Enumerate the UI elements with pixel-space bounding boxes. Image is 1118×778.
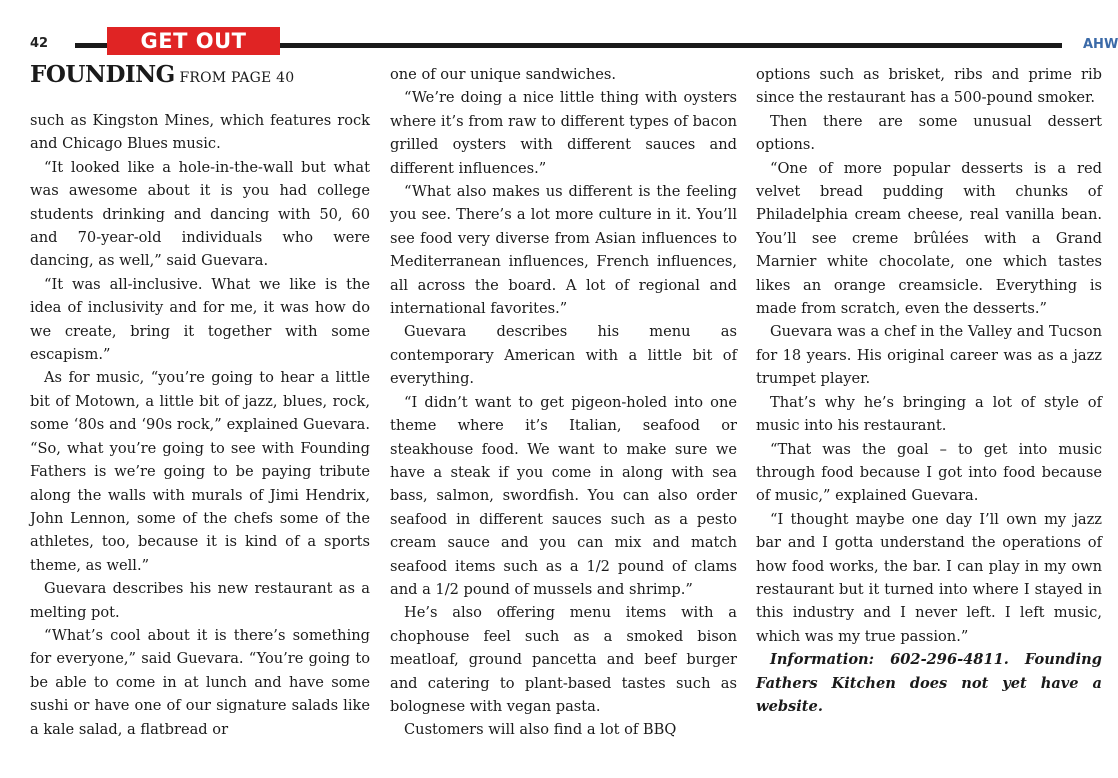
page-header bbox=[0, 0, 1118, 60]
paragraph: “I didn’t want to get pigeon-holed into one theme where it’s Italian, seafood or steakhouse food. We want to make sure we have a steak if you come in along with sea bass, salmon, swordfish. You can also order seafood in different sauces such as a pesto cream sauce and you can mix and match seafood items such as a 1/2 pound of clams and a 1/2 pound of mussels and shrimp.” bbox=[390, 393, 737, 598]
article-column-2 bbox=[390, 63, 737, 742]
header-rule-right bbox=[280, 43, 1062, 48]
section-label: GET OUT bbox=[107, 27, 280, 55]
paragraph: “That was the goal – to get into music through food because I got into food because of music,” explained Guevara. bbox=[756, 440, 1102, 505]
paragraph: Guevara describes his menu as contemporary American with a little bit of everything. bbox=[390, 323, 737, 388]
paragraph: “I thought maybe one day I’ll own my jazz bar and I gotta understand the operations of how food works, the bar. I can play in my own restaurant but it turned into where I stayed in this industry and I never left. I left music, which was my true passion.” bbox=[756, 510, 1102, 645]
paragraph: such as Kingston Mines, which features rock and Chicago Blues music. bbox=[30, 112, 370, 153]
paragraph: “What’s cool about it is there’s something for everyone,” said Guevara. “You’re going to be able to come in at lunch and have some sushi or have one of our signature salads like a kale salad, a flatbread or bbox=[30, 626, 370, 738]
paragraph: “It looked like a hole-in-the-wall but what was awesome about it is you had college students drinking and dancing with 50, 60 and 70-year-old individuals who were dancing, as well,” said Guevara. bbox=[30, 158, 370, 270]
paragraph: “It was all-inclusive. What we like is the idea of inclusivity and for me, it was how do we create, bring it together with some escapism.” bbox=[30, 275, 370, 364]
paragraph: Then there are some unusual dessert options. bbox=[756, 112, 1102, 154]
jump-title: FOUNDING bbox=[30, 61, 175, 88]
jump-from-line: FROM PAGE 40 bbox=[179, 70, 295, 86]
paragraph: “One of more popular desserts is a red velvet bread pudding with chunks of Philadelphia cream cheese, real vanilla bean. You’ll see creme brûlées with a Grand Marnier white chocolate, one which tastes likes an orange creamsicle. Everything is made from scratch, even the desserts.” bbox=[756, 159, 1102, 318]
article-column-3 bbox=[756, 63, 1102, 718]
paragraph: That’s why he’s bringing a lot of style of music into his restaurant. bbox=[756, 393, 1102, 435]
info-line: Information: 602-296-4811. Founding Fathers Kitchen does not yet have a website. bbox=[756, 651, 1102, 715]
publication-code: AHW bbox=[1083, 37, 1118, 52]
article-column-1 bbox=[30, 63, 370, 741]
paragraph: options such as brisket, ribs and prime rib since the restaurant has a 500-pound smoker. bbox=[756, 66, 1102, 107]
paragraph: Customers will also find a lot of BBQ bbox=[404, 721, 677, 739]
paragraph: He’s also offering menu items with a chophouse feel such as a smoked bison meatloaf, ground pancetta and beef burger and catering to plant-based tastes such as bolognese with vegan pasta. bbox=[390, 604, 737, 715]
paragraph: one of our unique sandwiches. bbox=[390, 66, 616, 83]
header-rule-left bbox=[75, 43, 107, 48]
paragraph: Guevara describes his new restaurant as a melting pot. bbox=[30, 580, 370, 621]
page-number: 42 bbox=[30, 36, 49, 51]
paragraph: “We’re doing a nice little thing with oysters where it’s from raw to different types of bacon grilled oysters with different sauces and different influences.” bbox=[390, 89, 737, 177]
paragraph: As for music, “you’re going to hear a little bit of Motown, a little bit of jazz, blues, rock, some ‘80s and ‘90s rock,” explained Guevara. “So, what you’re going to see with Founding Fathers is we’re going to be paying tribute along the walls with murals of Jimi Hendrix, John Lennon, some of the chefs some of the athletes, too, because it is kind of a sports theme, as well.” bbox=[30, 369, 370, 574]
paragraph: Guevara was a chef in the Valley and Tucson for 18 years. His original career was as a jazz trumpet player. bbox=[756, 323, 1102, 388]
paragraph: “What also makes us different is the feeling you see. There’s a lot more culture in it. You’ll see food very diverse from Asian influences to Mediterranean influences, French influences, all across the board. A lot of regional and international favorites.” bbox=[390, 183, 737, 318]
jump-headline bbox=[30, 63, 370, 109]
